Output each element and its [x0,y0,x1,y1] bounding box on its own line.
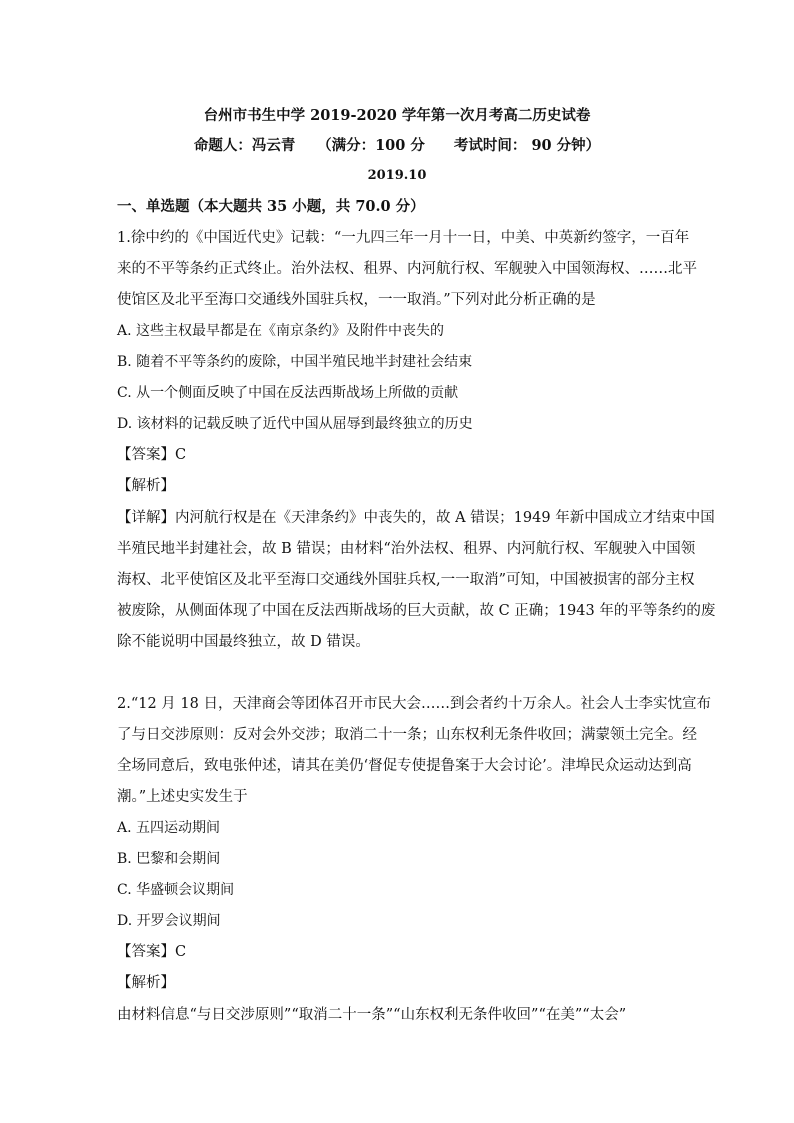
q1-option-d: D. 该材料的记载反映了近代中国从屈辱到最终独立的历史 [117,416,473,432]
q1-detail-line: 海权、北平使馆区及北平至海口交通线外国驻兵权,一一取消”可知，中国被损害的部分主权 [117,572,695,588]
exam-subtitle: 命题人：冯云青 （满分：100 分 考试时间： 90 分钟） [193,137,601,154]
q1-option-c: C. 从一个侧面反映了中国在反法西斯战场上所做的贡献 [117,385,459,401]
q2-option-d: D. 开罗会议期间 [117,913,221,929]
q2-option-a: A. 五四运动期间 [117,820,221,836]
q1-answer: 【答案】C [117,447,187,463]
q2-answer: 【答案】C [117,944,187,960]
exam-date: 2019.10 [367,168,427,183]
q2-stem-line: 了与日交涉原则：反对会外交涉；取消二十一条；山东权利无条件收回；满蒙领土完全。经 [117,727,697,743]
q1-stem-line: 使馆区及北平至海口交通线外国驻兵权，一一取消。”下列对此分析正确的是 [117,292,596,308]
q1-stem-line: 1.徐中约的《中国近代史》记载：“一九四三年一月十一日，中美、中英新约签字，一百年 [117,230,690,246]
q1-detail-line: 被废除，从侧面体现了中国在反法西斯战场的巨大贡献，故 C 正确；1943 年的平等条约的废 [117,603,716,619]
q1-detail-line: 【详解】内河航行权是在《天津条约》中丧失的，故 A 错误；1949 年新中国成立才结束中国 [117,510,715,526]
q2-stem-line: 2.“12 月 18 日，天津商会等团体召开市民大会……到会者约十万余人。社会人士李实忱宣布 [117,696,711,712]
q1-stem-line: 来的不平等条约正式终止。治外法权、租界、内河航行权、军舰驶入中国领海权、……北平 [117,261,697,277]
q2-option-c: C. 华盛顿会议期间 [117,882,235,898]
q2-option-b: B. 巴黎和会期间 [117,851,221,867]
q2-detail-line: 由材料信息“与日交涉原则”“取消二十一条”“山东权利无条件收回”“在美”“太会” [117,1007,627,1023]
q2-analysis-label: 【解析】 [117,975,175,991]
exam-title: 台州市书生中学 2019-2020 学年第一次月考高二历史试卷 [203,107,591,124]
q1-analysis-label: 【解析】 [117,478,175,494]
q1-detail-line: 除不能说明中国最终独立，故 D 错误。 [117,634,370,650]
q1-option-b: B. 随着不平等条约的废除，中国半殖民地半封建社会结束 [117,354,473,370]
q1-option-a: A. 这些主权最早都是在《南京条约》及附件中丧失的 [117,323,445,339]
q1-detail-line: 半殖民地半封建社会，故 B 错误；由材料“治外法权、租界、内河航行权、军舰驶入中国领 [117,541,696,557]
q2-stem-line: 全场同意后，致电张仲述，请其在美仍‘督促专使提鲁案于大会讨论’。津埠民众运动达到高 [117,758,692,774]
section-heading: 一、单选题（本大题共 35 小题，共 70.0 分） [117,198,425,215]
q2-stem-line: 潮。”上述史实发生于 [117,789,248,805]
